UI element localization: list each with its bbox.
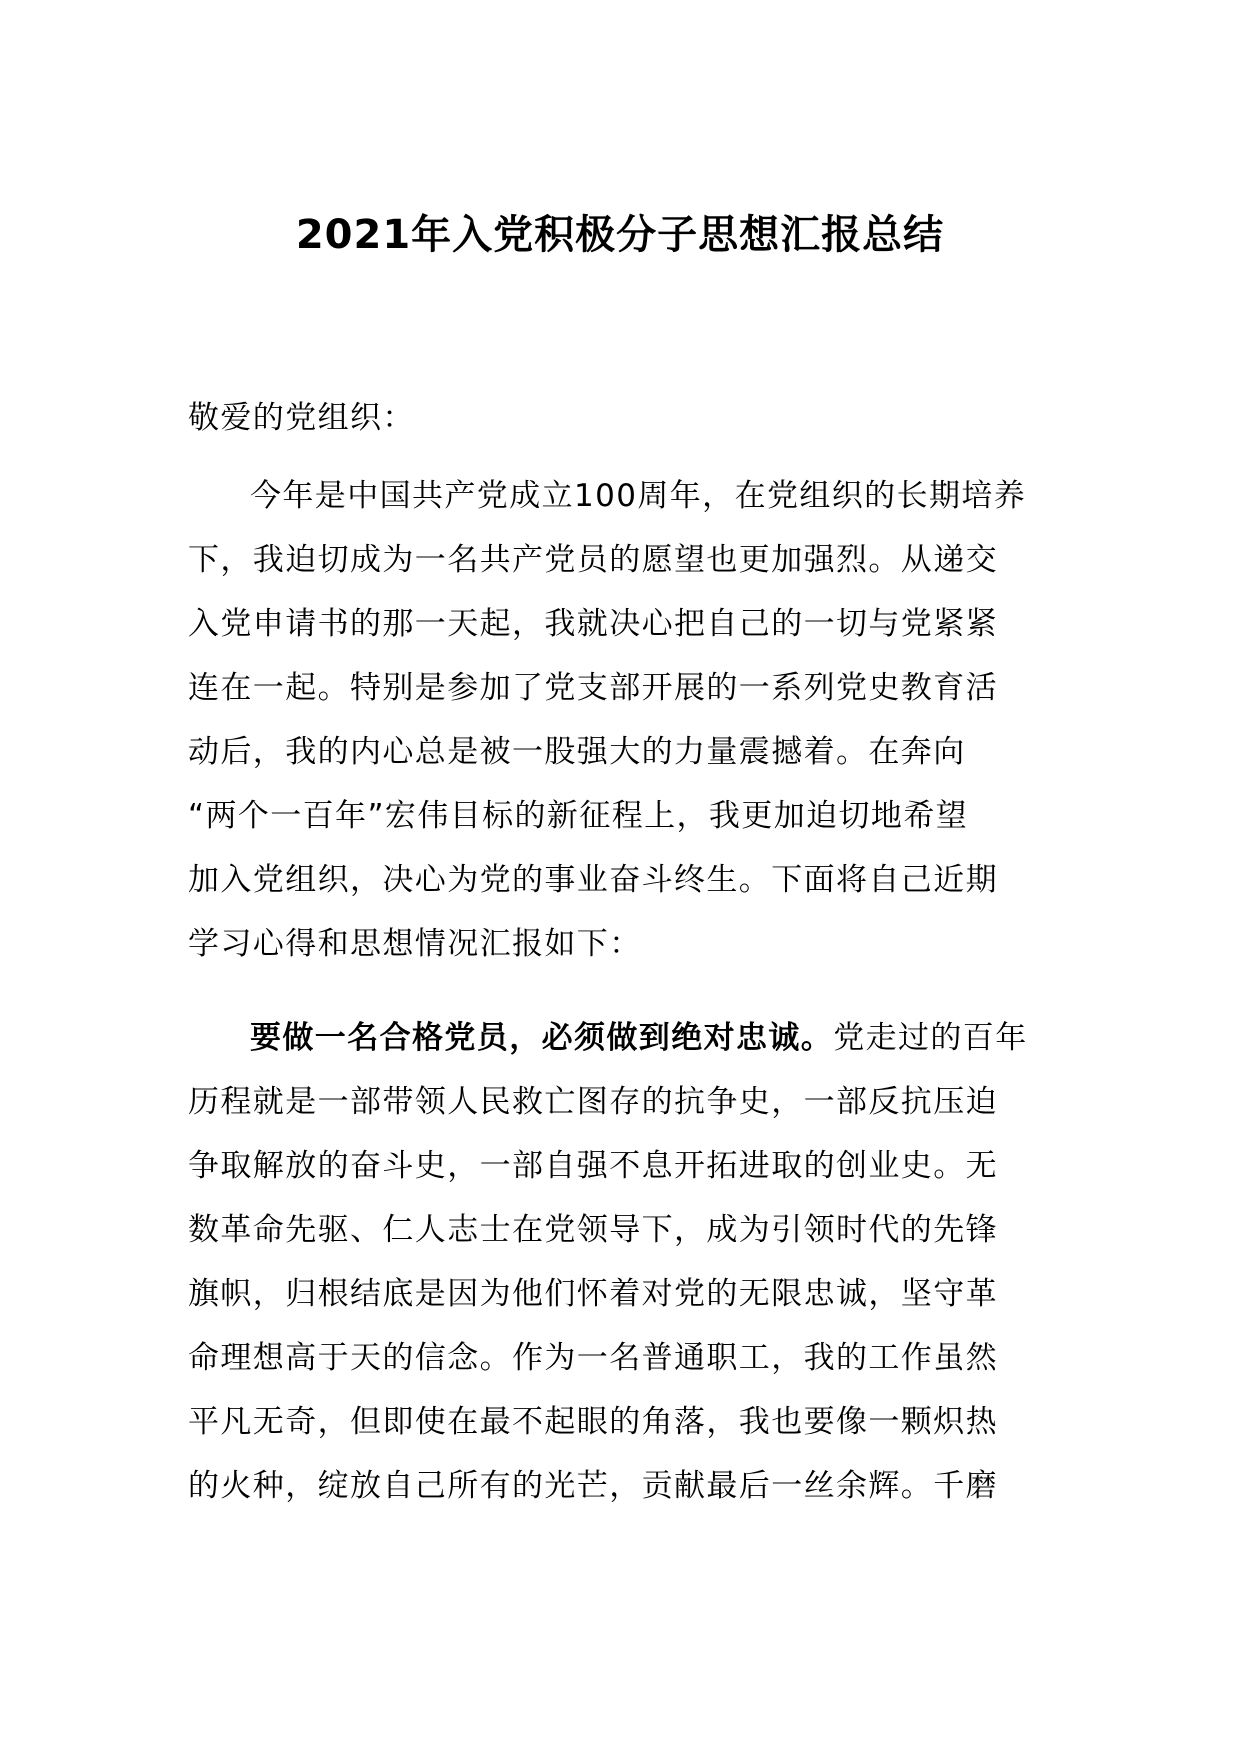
paragraph-1-line: 入党申请书的那一天起，我就决心把自己的一切与党紧紧: [188, 606, 998, 642]
paragraph-1-line: “两个一百年”宏伟目标的新征程上，我更加迫切地希望: [188, 798, 969, 834]
paragraph-2-line: 命理想高于天的信念。作为一名普通职工，我的工作虽然: [188, 1340, 998, 1376]
paragraph-2: [188, 1006, 1058, 1518]
paragraph-2-line: 平凡无奇，但即使在最不起眼的角落，我也要像一颗炽热: [188, 1404, 998, 1440]
paragraph-2-line: 旗帜，归根结底是因为他们怀着对党的无限忠诚，坚守革: [188, 1276, 998, 1312]
paragraph-1-line: 动后，我的内心总是被一股强大的力量震撼着。在奔向: [188, 734, 966, 770]
paragraph-2-line: 历程就是一部带领人民救亡图存的抗争史，一部反抗压迫: [188, 1084, 998, 1120]
paragraph-2-lead-sentence: 要做一名合格党员，必须做到绝对忠诚。: [250, 1020, 834, 1056]
paragraph-1-line: 学习心得和思想情况汇报如下：: [188, 926, 642, 962]
paragraph-1-line: 今年是中国共产党成立100周年，在党组织的长期培养: [250, 478, 1027, 514]
paragraph-1-line: 连在一起。特别是参加了党支部开展的一系列党史教育活: [188, 670, 998, 706]
paragraph-1-line: 下，我迫切成为一名共产党员的愿望也更加强烈。从递交: [188, 542, 998, 578]
paragraph-2-line: 争取解放的奋斗史，一部自强不息开拓进取的创业史。无: [188, 1148, 998, 1184]
paragraph-1: [188, 464, 1058, 976]
paragraph-2-line: 数革命先驱、仁人志士在党领导下，成为引领时代的先锋: [188, 1212, 998, 1248]
salutation: 敬爱的党组织：: [188, 400, 415, 436]
paragraph-1-line: 加入党组织，决心为党的事业奋斗终生。下面将自己近期: [188, 862, 998, 898]
paragraph-2-first-line-rest: 党走过的百年: [833, 1020, 1028, 1056]
paragraph-2-line: 的火种，绽放自己所有的光芒，贡献最后一丝余辉。千磨: [188, 1468, 998, 1504]
paragraph-2-first-line: [188, 1006, 1058, 1070]
document-title: 2021年入党积极分子思想汇报总结: [295, 212, 945, 258]
